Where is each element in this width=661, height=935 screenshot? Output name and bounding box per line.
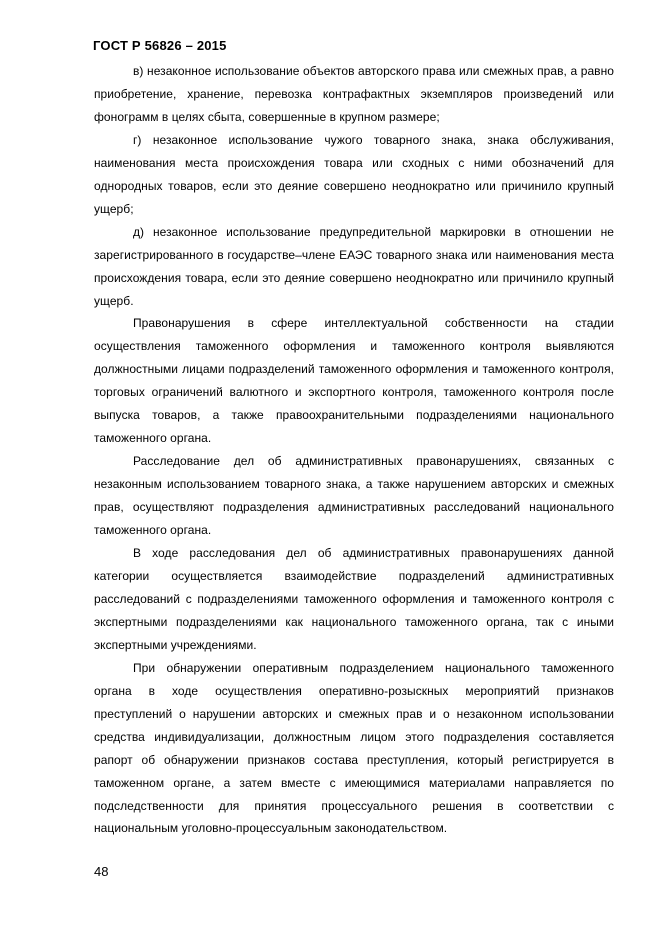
paragraph-operational-unit: При обнаружении оперативным подразделением национального таможенного органа в ходе осуществления оперативно-розыскных мероприятий признаков преступлений о нарушении авторских и смежных прав и о незаконном использовании средства индивидуализации, должностным лицом этого подразделения составляется рапорт об обнаружении признаков состава преступления, который регистрируется в таможенном органе, а затем вместе с имеющимися материалами направляется по подследственности для принятия процессуального решения в соответствии с национальным уголовно-процессуальным законодательством.: [94, 660, 614, 836]
page-number: 48: [94, 864, 109, 879]
paragraph-item-v: в) незаконное использование объектов авторского права или смежных прав, а равно приобретение, хранение, перевозка контрафактных экземпляров произведений или фонограмм в целях сбыта, совершенные в крупном размере;: [94, 64, 614, 124]
paragraph-detection: Правонарушения в сфере интеллектуальной собственности на стадии осуществления таможенного оформления и таможенного контроля выявляются должностными лицами подразделений таможенного оформления и таможенного контроля, торговых ограничений валютного и экспортного контроля, таможенного контроля после выпуска товаров, а также правоохранительными подразделениями национального таможенного органа.: [94, 316, 614, 446]
document-header: ГОСТ Р 56826 – 2015: [93, 38, 227, 53]
paragraph-investigation: Расследование дел об административных правонарушениях, связанных с незаконным использованием товарного знака, а также нарушением авторских и смежных прав, осуществляют подразделения административных расследований национального таможенного органа.: [94, 454, 614, 538]
paragraph-cooperation: В ходе расследования дел об административных правонарушениях данной категории осуществляется взаимодействие подразделений административных расследований с подразделениями таможенного оформления и таможенного контроля с экспертными подразделениями как национального таможенного органа, так с иными экспертными учреждениями.: [94, 546, 614, 652]
paragraph-item-d: д) незаконное использование предупредительной маркировки в отношении не зарегистрированного в государстве–члене ЕАЭС товарного знака или наименования места происхождения товара, если это деяние совершено неоднократно или причинило крупный ущерб.: [94, 224, 614, 308]
document-body: [94, 60, 614, 840]
paragraph-item-g: г) незаконное использование чужого товарного знака, знака обслуживания, наименования места происхождения товара или сходных с ними обозначений для однородных товаров, если это деяние совершено неоднократно или причинило крупный ущерб;: [94, 132, 614, 216]
